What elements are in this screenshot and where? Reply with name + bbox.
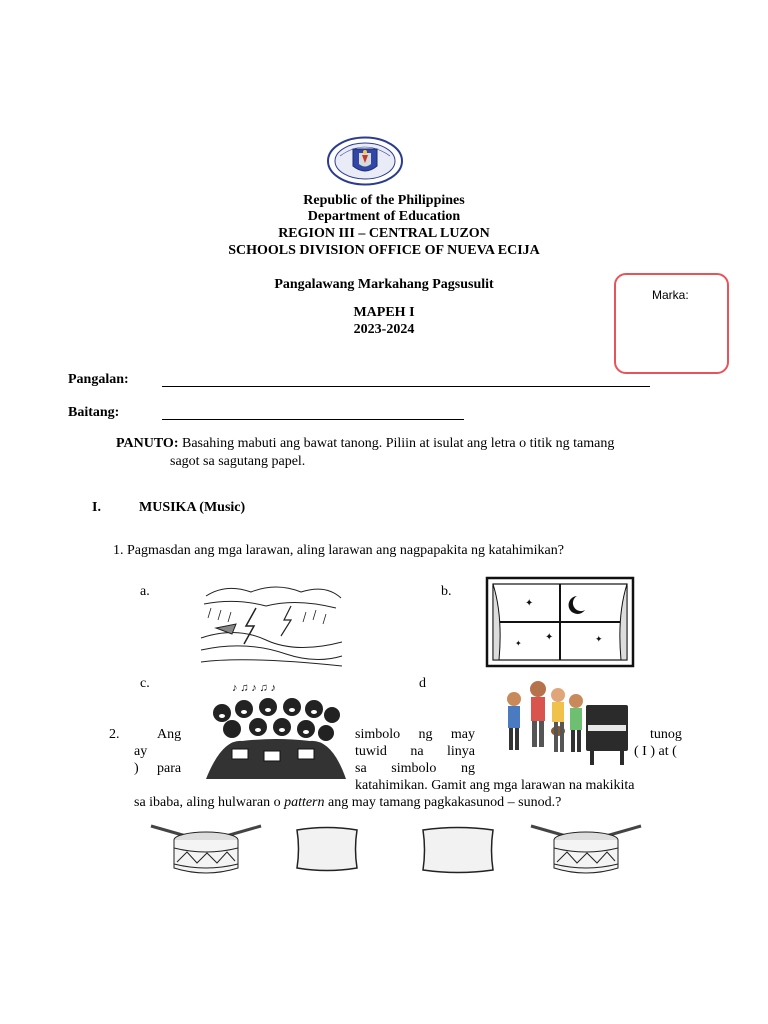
question-2-row5-b: ang may tamang pagkakasunod – sunod.?	[324, 795, 562, 810]
header-division: SCHOOLS DIVISION OFFICE OF NUEVA ECIJA	[228, 243, 540, 258]
grade-label: Baitang:	[68, 405, 120, 420]
score-box[interactable]	[614, 273, 729, 374]
question-2-paren: )	[134, 761, 139, 776]
drum-icon	[147, 822, 265, 878]
instructions-label: PANUTO:	[116, 436, 179, 451]
option-a-label: a.	[140, 584, 150, 599]
svg-text:✦: ✦	[525, 598, 534, 609]
question-2-row1-mid: simbolo ng may	[355, 727, 475, 742]
children-playing-music-picture	[484, 675, 634, 767]
name-label: Pangalan:	[68, 372, 129, 387]
svg-text:✦: ✦	[515, 639, 522, 648]
question-2-row5-italic: pattern	[284, 795, 325, 810]
svg-text:♪ ♫ ♪ ♫ ♪: ♪ ♫ ♪ ♫ ♪	[232, 682, 276, 694]
question-2-row2-right: ( I ) at (	[634, 744, 677, 759]
instructions-line2: sagot sa sagutang papel.	[170, 454, 306, 469]
question-2-row5-a: sa ibaba, aling hulwaran o	[134, 795, 285, 810]
question-2-word-ang: Ang	[157, 727, 182, 742]
header-region: REGION III – CENTRAL LUZON	[278, 226, 490, 241]
svg-text:✦: ✦	[595, 634, 603, 644]
subject-title: MAPEH I	[353, 305, 415, 320]
question-2-row4: katahimikan. Gamit ang mga larawan na makikita	[355, 778, 635, 793]
section-number: I.	[92, 500, 101, 515]
pillow-icon	[292, 824, 362, 874]
question-2-row3-mid: sa simbolo ng	[355, 761, 475, 776]
choir-singing-picture	[202, 679, 350, 781]
instructions	[116, 435, 696, 452]
svg-text:✦: ✦	[545, 632, 554, 643]
section-title: MUSIKA (Music)	[139, 500, 246, 515]
question-2-word-para: para	[157, 761, 182, 776]
option-b-label: b.	[441, 584, 452, 599]
night-window-picture	[485, 576, 635, 668]
instructions-line1: Basahing mabuti ang bawat tanong. Piliin at isulat ang letra o titik ng tamang	[181, 436, 615, 451]
grade-line[interactable]	[162, 419, 464, 420]
drum-icon	[527, 822, 645, 878]
option-d-label: d	[419, 676, 426, 691]
question-2-number: 2.	[109, 727, 120, 742]
deped-seal-logo	[326, 136, 404, 186]
question-1-text: 1. Pagmasdan ang mga larawan, aling larawan ang nagpapakita ng katahimikan?	[113, 543, 564, 558]
exam-title: Pangalawang Markahang Pagsusulit	[274, 277, 494, 292]
header-department: Department of Education	[307, 209, 461, 224]
school-year: 2023-2024	[353, 322, 415, 337]
pillow-icon	[418, 824, 498, 876]
score-label: Marka:	[652, 288, 689, 302]
question-2-row1-right: tunog	[650, 727, 682, 742]
storm-picture	[196, 578, 344, 670]
option-c-label: c.	[140, 676, 150, 691]
name-line[interactable]	[162, 386, 650, 387]
header-republic: Republic of the Philippines	[303, 193, 465, 208]
question-2-row2-mid: tuwid na linya	[355, 744, 475, 759]
question-2-word-ay: ay	[134, 744, 148, 759]
question-2-row5	[134, 794, 561, 811]
